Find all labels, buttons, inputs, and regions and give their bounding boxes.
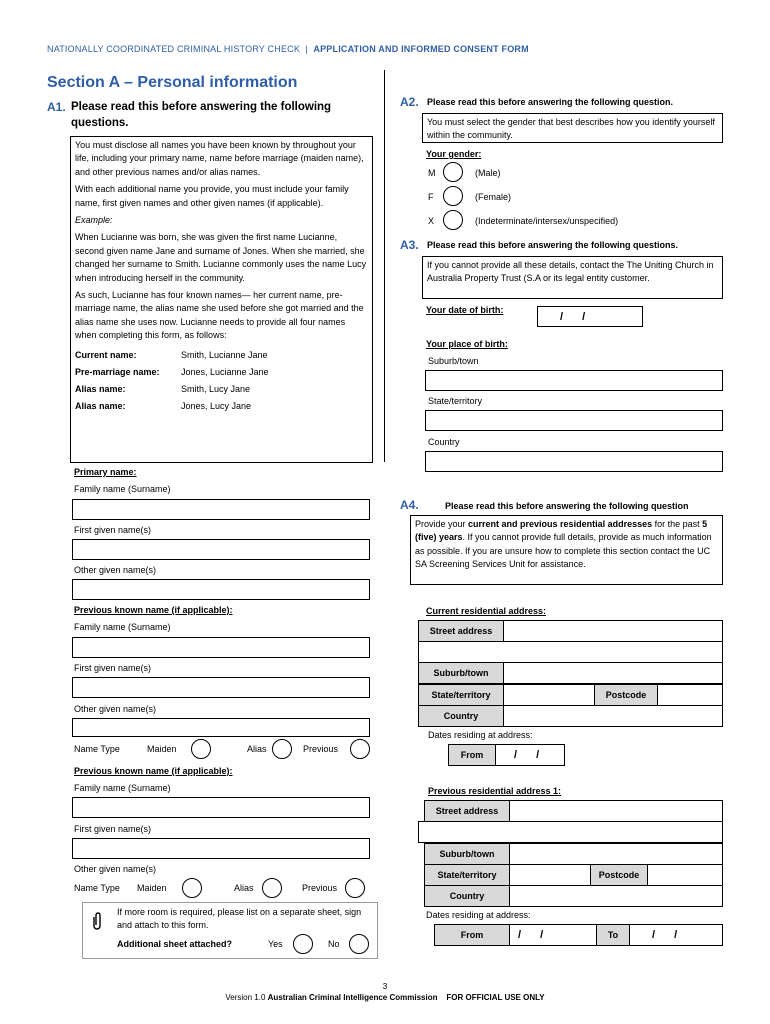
footer-agency: Australian Criminal Intelligence Commission xyxy=(267,993,438,1002)
a1-number: A1. xyxy=(47,100,66,114)
prev2-family-input[interactable] xyxy=(72,797,370,818)
prev1-first-label: First given name(s) xyxy=(74,663,152,673)
prev1-alias-label: Alias xyxy=(247,744,267,754)
prev2-family-label: Family name (Surname) xyxy=(74,783,171,793)
gender-male-label: (Male) xyxy=(475,168,501,178)
primary-name-title: Primary name: xyxy=(74,467,137,477)
example-names-list xyxy=(75,347,368,415)
prev2-name-type-label: Name Type xyxy=(74,883,120,893)
prev2-alias-radio[interactable] xyxy=(262,878,282,898)
current-state-label: State/territory xyxy=(418,684,504,706)
prev-suburb-input[interactable] xyxy=(509,843,723,865)
prev1-alias-radio[interactable] xyxy=(272,739,292,759)
additional-sheet-yes-radio[interactable] xyxy=(293,934,313,954)
a2-number: A2. xyxy=(400,95,419,109)
gender-x-code: X xyxy=(428,216,435,226)
a4-box-text: for the past xyxy=(652,519,703,529)
a4-box-text: . If you cannot provide full details, provide as much information as possible. If you are unsure how to complete this section contact the UC SA Screening Services Unit for assistance. xyxy=(415,532,712,570)
a2-info-box: You must select the gender that best describes how you identify yourself within the community. xyxy=(422,113,723,143)
footer-version: Version 1.0 xyxy=(225,993,266,1002)
current-country-input[interactable] xyxy=(503,705,723,727)
gender-m-code: M xyxy=(428,168,436,178)
current-postcode-label: Postcode xyxy=(594,684,658,706)
a4-box-bold-2: 5 (five) years xyxy=(415,519,708,543)
more-room-box xyxy=(82,902,378,959)
a4-title: Please read this before answering the following question xyxy=(445,501,689,511)
prev-street-input[interactable] xyxy=(509,800,723,822)
a4-box-text: Provide your xyxy=(415,519,469,529)
prev2-first-label: First given name(s) xyxy=(74,824,152,834)
primary-other-label: Other given name(s) xyxy=(74,565,157,575)
a3-number: A3. xyxy=(400,238,419,252)
a1-paragraph-2: With each additional name you provide, you must include your family name, first given names and other given names (if applicable). xyxy=(75,184,349,208)
example-name-row xyxy=(75,381,368,398)
dob-label: Your date of birth: xyxy=(426,305,504,315)
a4-info-box xyxy=(410,515,723,585)
additional-sheet-label: Additional sheet attached? xyxy=(117,939,233,949)
example-name-key: Pre-marriage name: xyxy=(75,366,160,377)
example-name-key: Current name: xyxy=(75,349,137,360)
pob-label: Your place of birth: xyxy=(426,339,508,349)
gender-x-label: (Indeterminate/intersex/unspecified) xyxy=(475,216,619,226)
prev-street-label: Street address xyxy=(424,800,510,822)
a1-example-label: Example: xyxy=(75,215,113,226)
current-from-label: From xyxy=(448,744,496,766)
prev-country-label: Country xyxy=(424,885,510,907)
a1-title: Please read this before answering the following questions. xyxy=(71,101,332,129)
header-left: NATIONALLY COORDINATED CRIMINAL HISTORY CHECK xyxy=(47,44,301,54)
example-name-value: Smith, Lucianne Jane xyxy=(181,349,268,360)
current-suburb-input[interactable] xyxy=(503,662,723,684)
current-state-input[interactable] xyxy=(503,684,595,706)
pob-suburb-label: Suburb/town xyxy=(428,356,479,366)
current-street-input[interactable] xyxy=(503,620,723,642)
form-header xyxy=(47,44,529,54)
prev2-alias-label: Alias xyxy=(234,883,254,893)
prev2-first-input[interactable] xyxy=(72,838,370,859)
a1-paragraph-1: You must disclose all names you have been known by throughout your life, including your primary name, name before marriage (maiden name), and other previous names and/or alias names. xyxy=(75,140,364,177)
current-from-input[interactable]: / / xyxy=(495,744,565,766)
prev1-title: Previous known name (if applicable): xyxy=(74,605,233,615)
prev-suburb-label: Suburb/town xyxy=(424,843,510,865)
prev1-previous-label: Previous xyxy=(303,744,339,754)
primary-family-input[interactable] xyxy=(72,499,370,520)
prev-to-input[interactable]: / / xyxy=(629,924,723,946)
column-divider xyxy=(384,70,385,462)
prev1-other-label: Other given name(s) xyxy=(74,704,157,714)
example-name-value: Jones, Lucy Jane xyxy=(181,400,252,411)
page-number: 3 xyxy=(382,982,388,991)
gender-female-radio[interactable] xyxy=(443,186,463,206)
example-name-value: Jones, Lucianne Jane xyxy=(181,366,269,377)
prev-postcode-label: Postcode xyxy=(590,864,648,886)
example-name-row xyxy=(75,398,368,415)
a4-number: A4. xyxy=(400,498,419,512)
example-name-key: Alias name: xyxy=(75,383,126,394)
additional-sheet-no-label: No xyxy=(328,939,340,949)
a4-box-bold-1: current and previous residential addresses xyxy=(468,519,653,529)
dob-input[interactable]: / / xyxy=(537,306,643,327)
previous-address-title: Previous residential address 1: xyxy=(428,786,562,796)
header-right: APPLICATION AND INFORMED CONSENT FORM xyxy=(313,44,529,54)
prev1-family-label: Family name (Surname) xyxy=(74,622,171,632)
prev-dates-label: Dates residing at address: xyxy=(426,910,531,920)
gender-male-radio[interactable] xyxy=(443,162,463,182)
pob-state-label: State/territory xyxy=(428,396,483,406)
prev-street-input-2[interactable] xyxy=(418,821,723,843)
prev1-name-type-label: Name Type xyxy=(74,744,120,754)
prev-postcode-input[interactable] xyxy=(647,864,723,886)
example-name-value: Smith, Lucy Jane xyxy=(181,383,251,394)
prev-from-label: From xyxy=(434,924,510,946)
gender-label: Your gender: xyxy=(426,149,482,159)
primary-family-label: Family name (Surname) xyxy=(74,484,171,494)
current-postcode-input[interactable] xyxy=(657,684,723,706)
pob-country-label: Country xyxy=(428,437,460,447)
more-room-text: If more room is required, please list on a separate sheet, sign and attach to this form. xyxy=(117,907,362,930)
prev2-maiden-label: Maiden xyxy=(137,883,167,893)
primary-other-input[interactable] xyxy=(72,579,370,600)
prev1-other-input[interactable] xyxy=(72,718,370,737)
current-suburb-label: Suburb/town xyxy=(418,662,504,684)
pob-suburb-input[interactable] xyxy=(425,370,723,391)
a1-info-box xyxy=(70,136,373,463)
section-title: Section A – Personal information xyxy=(47,74,298,91)
prev1-family-input[interactable] xyxy=(72,637,370,658)
header-separator: | xyxy=(305,44,308,54)
prev-to-label: To xyxy=(596,924,630,946)
pob-state-input[interactable] xyxy=(425,410,723,431)
gender-f-code: F xyxy=(428,192,434,202)
gender-x-radio[interactable] xyxy=(443,210,463,230)
pob-country-input[interactable] xyxy=(425,451,723,472)
a2-title: Please read this before answering the following question. xyxy=(427,97,674,107)
example-name-row xyxy=(75,347,368,364)
primary-first-label: First given name(s) xyxy=(74,525,152,535)
example-name-row xyxy=(75,364,368,381)
additional-sheet-no-radio[interactable] xyxy=(349,934,369,954)
footer-official: FOR OFFICIAL USE ONLY xyxy=(446,993,545,1002)
example-name-key: Alias name: xyxy=(75,400,126,411)
a3-info-box: If you cannot provide all these details, contact the The Uniting Church in Australia Property Trust (S.A or its legal entity customer. xyxy=(422,256,723,299)
current-street-input-2[interactable] xyxy=(418,641,723,663)
a3-title: Please read this before answering the following questions. xyxy=(427,240,679,250)
prev-from-input[interactable]: / / xyxy=(509,924,597,946)
gender-female-label: (Female) xyxy=(475,192,512,202)
prev2-previous-label: Previous xyxy=(302,883,338,893)
prev2-maiden-radio[interactable] xyxy=(182,878,202,898)
prev1-maiden-label: Maiden xyxy=(147,744,177,754)
additional-sheet-yes-label: Yes xyxy=(268,939,283,949)
a1-paragraph-3: When Lucianne was born, she was given the first name Lucianne, second given name Jane and surname of Jones. When she married, she changed her surname to Smith. Lucianne commonly uses the name Lucy when introducing herself in the community. xyxy=(75,232,367,283)
paperclip-icon xyxy=(91,911,103,931)
a1-paragraph-4: As such, Lucianne has four known names— her current name, pre-marriage name, the alias name she used before she got married and the alias name she uses now. Lucianne needs to provide all four names when completing this form, as follows: xyxy=(75,290,364,341)
prev2-other-label: Other given name(s) xyxy=(74,864,157,874)
current-street-label: Street address xyxy=(418,620,504,642)
prev1-first-input[interactable] xyxy=(72,677,370,698)
page-footer xyxy=(0,993,770,1002)
prev2-title: Previous known name (if applicable): xyxy=(74,766,233,776)
current-address-title: Current residential address: xyxy=(426,606,547,616)
primary-first-input[interactable] xyxy=(72,539,370,560)
current-dates-label: Dates residing at address: xyxy=(428,730,533,740)
prev1-maiden-radio[interactable] xyxy=(191,739,211,759)
prev-state-input[interactable] xyxy=(509,864,591,886)
prev1-previous-radio[interactable] xyxy=(350,739,370,759)
prev2-previous-radio[interactable] xyxy=(345,878,365,898)
prev-country-input[interactable] xyxy=(509,885,723,907)
current-country-label: Country xyxy=(418,705,504,727)
prev-state-label: State/territory xyxy=(424,864,510,886)
